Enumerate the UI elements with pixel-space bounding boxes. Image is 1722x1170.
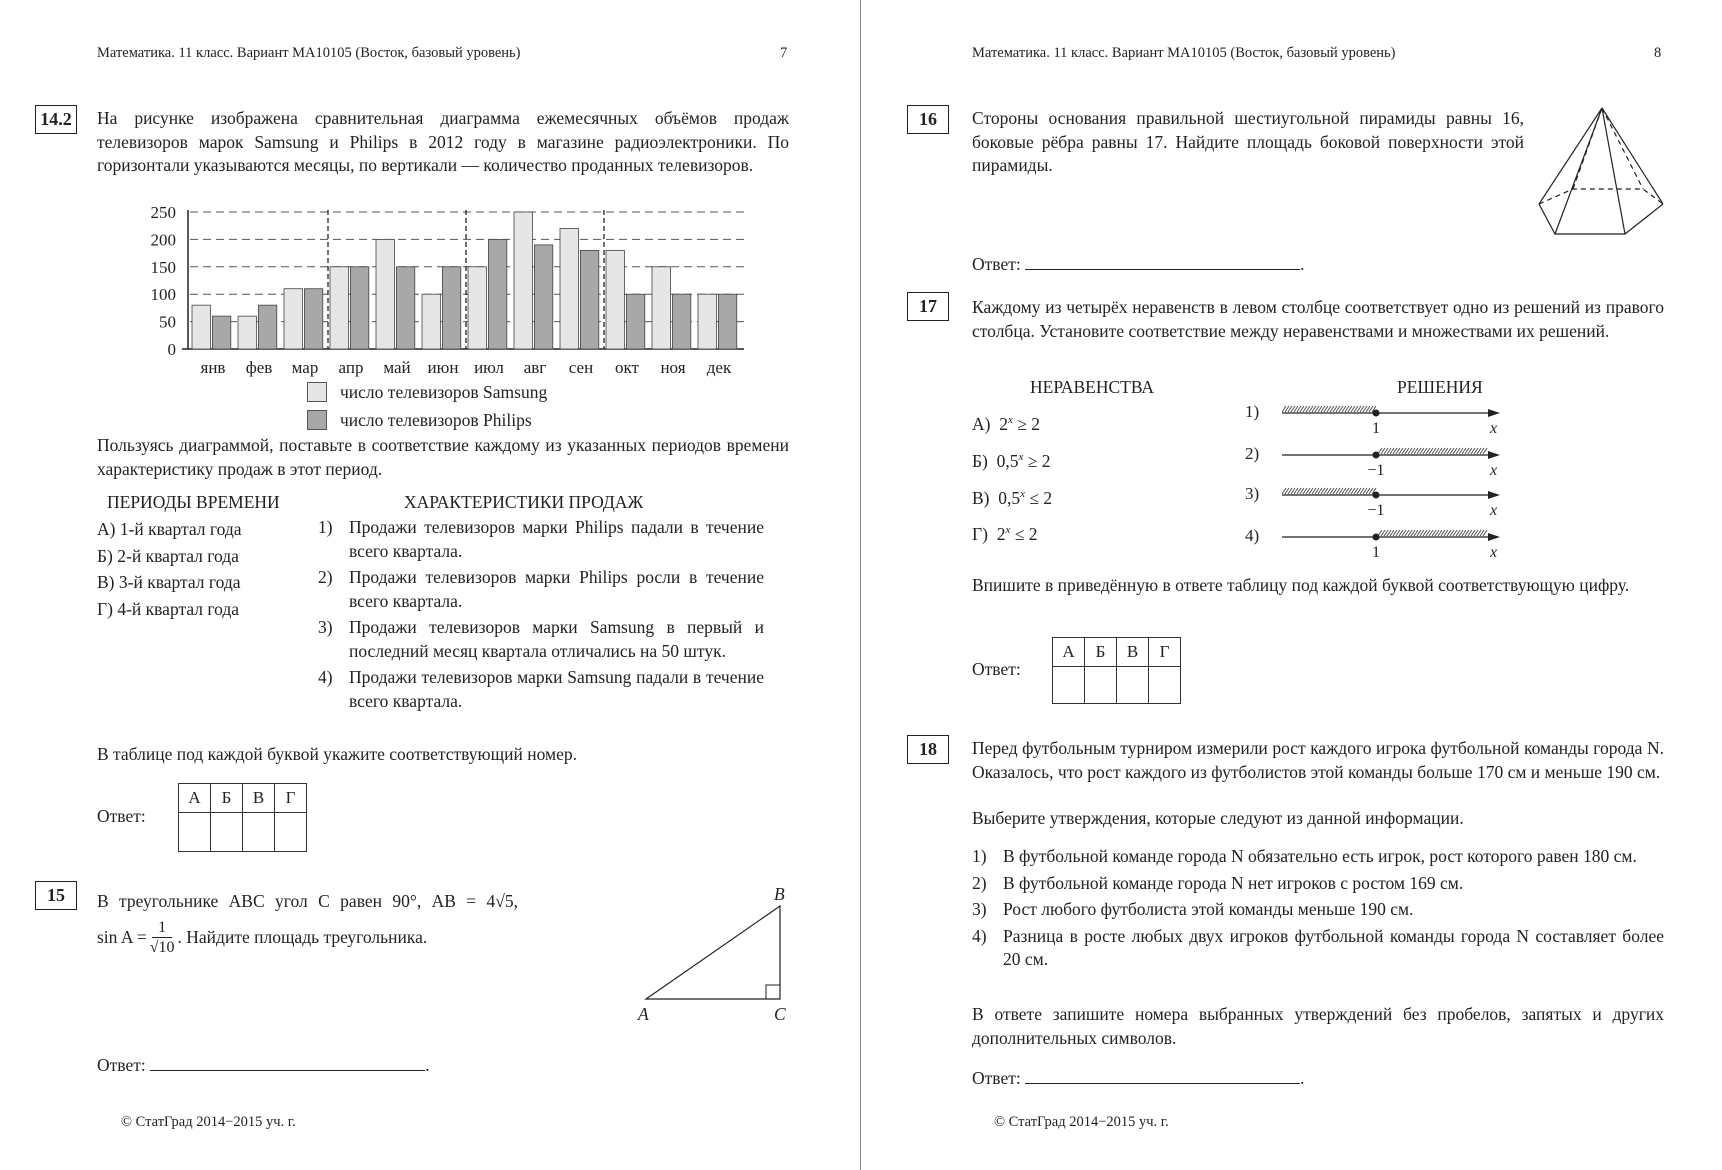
item-number: 1) bbox=[318, 517, 333, 537]
item-text: Продажи телевизоров марки Samsung падали в течение всего квартала. bbox=[349, 667, 764, 711]
instruction: Пользуясь диаграммой, поставьте в соответствие каждому из указанных периодов времени характеристику продаж в этот период. bbox=[97, 435, 789, 479]
axis-variable: x bbox=[1490, 420, 1498, 437]
answer-label: Ответ: bbox=[972, 659, 1021, 679]
item-text: Продажи телевизоров марки Philips росли в течение всего квартала. bbox=[349, 567, 764, 611]
item-text: В футбольной команде города N нет игроков с ростом 169 см. bbox=[1003, 872, 1464, 893]
x-tick-label: фев bbox=[245, 358, 273, 377]
bar-philips bbox=[488, 239, 506, 349]
point-label: −1 bbox=[1367, 462, 1385, 479]
item-text: Продажи телевизоров марки Samsung в первый и последний месяц квартала отличались на 50 штук. bbox=[349, 617, 764, 661]
item-text: Продажи телевизоров марки Philips падали в течение всего квартала. bbox=[349, 517, 764, 561]
point-marker bbox=[1373, 492, 1380, 499]
page-number: 7 bbox=[780, 45, 788, 61]
x-tick-label: дек bbox=[706, 358, 732, 377]
formula-text: . Найдите площадь треугольника. bbox=[177, 927, 428, 947]
statements-list bbox=[972, 845, 1664, 972]
task-text: На рисунке изображена сравнительная диаграмма ежемесячных объёмов продаж телевизоров марок Samsung и Philips в 2012 году в магазине радиоэлектроники. По горизонтали указываются месяцы, по вертикали — количество проданных телевизоров. bbox=[97, 108, 789, 175]
char-item bbox=[318, 566, 764, 613]
legend-label: число телевизоров Samsung bbox=[340, 381, 548, 402]
solution-label: 1) bbox=[1245, 402, 1260, 421]
footer: © СтатГрад 2014−2015 уч. г. bbox=[994, 1114, 1169, 1130]
legend-swatch bbox=[307, 410, 327, 430]
inequality-rel: ≤ 2 bbox=[1014, 524, 1038, 545]
bar-samsung bbox=[330, 267, 348, 349]
pyramid-figure bbox=[1535, 104, 1665, 238]
page-header: Математика. 11 класс. Вариант МА10105 (Восток, базовый уровень) bbox=[972, 45, 1396, 61]
legend-item-philips bbox=[307, 406, 547, 434]
bar-philips bbox=[304, 289, 322, 349]
y-tick-label: 200 bbox=[150, 230, 176, 250]
answer-cell[interactable] bbox=[211, 813, 243, 852]
bar-samsung bbox=[422, 294, 440, 349]
item-number: 4) bbox=[318, 667, 333, 687]
answer-label: Ответ: bbox=[97, 1055, 146, 1075]
answer-label: Ответ: bbox=[97, 806, 146, 826]
arrow-icon bbox=[1488, 491, 1500, 499]
answer-row: Ответ: . bbox=[972, 254, 1305, 274]
inequality-rel: ≤ 2 bbox=[1029, 487, 1053, 508]
answer-letter: Г bbox=[1149, 638, 1181, 667]
answer-field[interactable] bbox=[1025, 255, 1300, 270]
x-tick-label: авг bbox=[523, 358, 547, 377]
bar-samsung bbox=[560, 228, 578, 349]
chars-header: ХАРАКТЕРИСТИКИ ПРОДАЖ bbox=[404, 492, 644, 512]
answer-cell[interactable] bbox=[179, 813, 211, 852]
denominator: √10 bbox=[149, 939, 175, 956]
bar-philips bbox=[212, 316, 230, 349]
bar-philips bbox=[626, 294, 644, 349]
exponent: x bbox=[1020, 487, 1026, 500]
arrow-icon bbox=[1488, 533, 1500, 541]
task-text: В треугольнике ABC угол C равен 90°, AB = 4√5, bbox=[97, 891, 519, 911]
hatching bbox=[1378, 530, 1487, 536]
item-text: Разница в росте любых двух игроков футбольной команды города N составляет более 20 см. bbox=[1003, 925, 1664, 969]
period-item: В) 3-й квартал года bbox=[97, 572, 241, 592]
period-item: Г) 4-й квартал года bbox=[97, 598, 240, 619]
task-text: Каждому из четырёх неравенств в левом столбце соответствует одно из решений из правого столбца. Установите соответствие между неравенствами и множествами их решений. bbox=[972, 297, 1664, 341]
bar-samsung bbox=[468, 267, 486, 349]
solution-label: 2) bbox=[1245, 444, 1260, 463]
answer-letter: А bbox=[1053, 638, 1085, 667]
vertex-a: A bbox=[638, 1004, 649, 1024]
item-label: Б) bbox=[972, 450, 988, 471]
answer-letter: В bbox=[1117, 638, 1149, 667]
statement-item bbox=[972, 845, 1664, 869]
bar-samsung bbox=[514, 212, 532, 349]
answer-letter: Б bbox=[211, 784, 243, 813]
point-marker bbox=[1373, 534, 1380, 541]
y-tick-label: 250 bbox=[150, 203, 176, 222]
bar-philips bbox=[396, 267, 414, 349]
inequality-item bbox=[972, 404, 1052, 441]
task-number: 15 bbox=[35, 881, 77, 910]
item-text: Рост любого футболиста этой команды меньше 190 см. bbox=[1003, 899, 1414, 919]
point-label: 1 bbox=[1372, 544, 1380, 561]
x-tick-label: янв bbox=[200, 358, 226, 377]
task-number: 18 bbox=[907, 735, 949, 764]
numerator: 1 bbox=[152, 918, 172, 938]
axis-variable: x bbox=[1490, 544, 1498, 561]
table-note: В таблице под каждой буквой укажите соответствующий номер. bbox=[97, 744, 577, 764]
inequalities-header: НЕРАВЕНСТВА bbox=[1030, 377, 1155, 397]
exponent: x bbox=[1007, 414, 1013, 426]
inequality-rel: ≥ 2 bbox=[1017, 413, 1040, 434]
answer-row: Ответ: . bbox=[97, 1055, 430, 1075]
answer-letter: А bbox=[179, 784, 211, 813]
chars-list bbox=[318, 516, 764, 713]
bar-philips bbox=[534, 245, 552, 349]
answer-field[interactable] bbox=[150, 1056, 425, 1071]
exponent: x bbox=[1005, 524, 1011, 537]
statement-item bbox=[972, 898, 1664, 922]
char-item bbox=[318, 616, 764, 663]
exponent: x bbox=[1018, 450, 1024, 463]
item-number: 2) bbox=[972, 872, 987, 893]
answer-row: Ответ: . bbox=[972, 1068, 1305, 1088]
bar-samsung bbox=[284, 289, 302, 349]
solution-label: 3) bbox=[1245, 484, 1260, 503]
bar-samsung bbox=[652, 267, 670, 349]
answer-letter: Б bbox=[1085, 638, 1117, 667]
item-text: В футбольной команде города N обязательно есть игрок, рост которого равен 180 см. bbox=[1003, 846, 1637, 866]
answer-cell[interactable] bbox=[1149, 667, 1181, 704]
item-label: А) bbox=[972, 413, 991, 434]
instruction: В ответе запишите номера выбранных утверждений без пробелов, запятых и других дополнительных символов. bbox=[972, 1004, 1664, 1048]
answer-field[interactable] bbox=[1025, 1069, 1300, 1084]
vertex-c: C bbox=[774, 1004, 786, 1024]
period-item: А) 1-й квартал года bbox=[97, 519, 242, 539]
y-tick-label: 0 bbox=[167, 340, 176, 359]
answer-letter: В bbox=[243, 784, 275, 813]
periods-list bbox=[97, 516, 242, 622]
legend-swatch bbox=[307, 382, 327, 402]
axis-variable: x bbox=[1490, 502, 1498, 519]
x-tick-label: июл bbox=[474, 358, 504, 377]
answer-cell[interactable] bbox=[243, 813, 275, 852]
char-item bbox=[318, 666, 764, 713]
arrow-icon bbox=[1488, 409, 1500, 417]
statement-item bbox=[972, 925, 1664, 972]
task-text: Перед футбольным турниром измерили рост каждого игрока футбольной команды города N. Оказалось, что рост каждого из футболистов этой команды больше 170 см и меньше 190 см. bbox=[972, 738, 1664, 782]
x-tick-label: мар bbox=[291, 358, 319, 377]
bar-philips bbox=[350, 267, 368, 349]
bar-samsung bbox=[238, 316, 256, 349]
inequality-rel: ≥ 2 bbox=[1027, 450, 1051, 471]
x-tick-label: ноя bbox=[660, 358, 686, 377]
bar-philips bbox=[258, 305, 276, 349]
x-tick-label: июн bbox=[427, 358, 459, 377]
char-item bbox=[318, 516, 764, 563]
item-number: 4) bbox=[972, 925, 987, 946]
item-number: 3) bbox=[318, 617, 333, 637]
arrow-icon bbox=[1488, 451, 1500, 459]
x-tick-label: апр bbox=[338, 358, 364, 377]
inequality-base: 2 bbox=[999, 413, 1008, 434]
solutions-header: РЕШЕНИЯ bbox=[1397, 377, 1483, 397]
footer: © СтатГрад 2014−2015 уч. г. bbox=[121, 1114, 296, 1130]
period-item: Б) 2-й квартал года bbox=[97, 545, 239, 566]
answer-table bbox=[178, 783, 307, 852]
x-tick-label: окт bbox=[615, 358, 639, 377]
item-number: 1) bbox=[972, 846, 987, 866]
axis-variable: x bbox=[1490, 462, 1498, 479]
legend bbox=[307, 378, 547, 434]
bar-samsung bbox=[192, 305, 210, 349]
item-label: В) bbox=[972, 487, 990, 508]
solution-label: 4) bbox=[1245, 526, 1260, 545]
answer-cell[interactable] bbox=[1085, 667, 1117, 704]
task-text: Стороны основания правильной шестиугольной пирамиды равны 16, боковые рёбра равны 17. Найдите площадь боковой поверхности этой пирамиды. bbox=[972, 108, 1524, 175]
y-tick-label: 50 bbox=[159, 312, 176, 332]
item-number: 3) bbox=[972, 899, 987, 919]
inequalities-list bbox=[972, 404, 1052, 551]
instruction: Впишите в приведённую в ответе таблицу под каждой буквой соответствующую цифру. bbox=[972, 575, 1630, 595]
page-divider bbox=[860, 0, 861, 1170]
bar-philips bbox=[580, 250, 598, 349]
answer-letter: Г bbox=[275, 784, 307, 813]
task-formula bbox=[97, 918, 427, 957]
solutions-figure bbox=[1245, 395, 1515, 565]
page-number: 8 bbox=[1654, 45, 1662, 61]
task-number: 14.2 bbox=[35, 105, 77, 134]
point-marker bbox=[1373, 410, 1380, 417]
inequality-base: 0,5 bbox=[996, 450, 1019, 471]
point-marker bbox=[1373, 452, 1380, 459]
inequality-item bbox=[972, 514, 1052, 551]
y-tick-label: 150 bbox=[150, 257, 176, 277]
answer-cell[interactable] bbox=[1053, 667, 1085, 704]
formula-text: sin A = bbox=[97, 927, 147, 947]
bar-samsung bbox=[606, 250, 624, 349]
bar-philips bbox=[672, 294, 690, 349]
inequality-base: 0,5 bbox=[998, 487, 1021, 508]
page-header: Математика. 11 класс. Вариант МА10105 (Восток, базовый уровень) bbox=[97, 45, 521, 61]
task-number: 17 bbox=[907, 292, 949, 321]
answer-label: Ответ: bbox=[972, 254, 1021, 274]
y-tick-label: 100 bbox=[150, 285, 176, 305]
bar-philips bbox=[442, 267, 460, 349]
periods-header: ПЕРИОДЫ ВРЕМЕНИ bbox=[107, 492, 280, 512]
answer-cell[interactable] bbox=[275, 813, 307, 852]
inequality-item bbox=[972, 441, 1052, 478]
point-label: −1 bbox=[1367, 502, 1385, 519]
answer-label: Ответ: bbox=[972, 1068, 1021, 1088]
answer-table bbox=[1052, 637, 1181, 704]
hatching bbox=[1378, 448, 1487, 454]
inequality-base: 2 bbox=[996, 524, 1006, 545]
bar-samsung bbox=[376, 239, 394, 349]
legend-label: число телевизоров Philips bbox=[340, 409, 532, 430]
x-tick-label: май bbox=[383, 358, 411, 377]
inequality-item bbox=[972, 478, 1052, 515]
task-number: 16 bbox=[907, 105, 949, 134]
task-text-2: Выберите утверждения, которые следуют из данной информации. bbox=[972, 808, 1464, 828]
x-tick-label: сен bbox=[568, 358, 594, 377]
hatching bbox=[1282, 488, 1376, 494]
bar-samsung bbox=[698, 294, 716, 349]
fraction bbox=[150, 918, 175, 957]
vertex-b: B bbox=[774, 884, 785, 904]
bar-philips bbox=[718, 294, 736, 349]
item-label: Г) bbox=[972, 524, 988, 545]
answer-cell[interactable] bbox=[1117, 667, 1149, 704]
item-number: 2) bbox=[318, 567, 333, 587]
statement-item bbox=[972, 872, 1664, 896]
legend-item-samsung bbox=[307, 378, 547, 406]
hatching bbox=[1282, 406, 1376, 412]
point-label: 1 bbox=[1372, 420, 1380, 437]
